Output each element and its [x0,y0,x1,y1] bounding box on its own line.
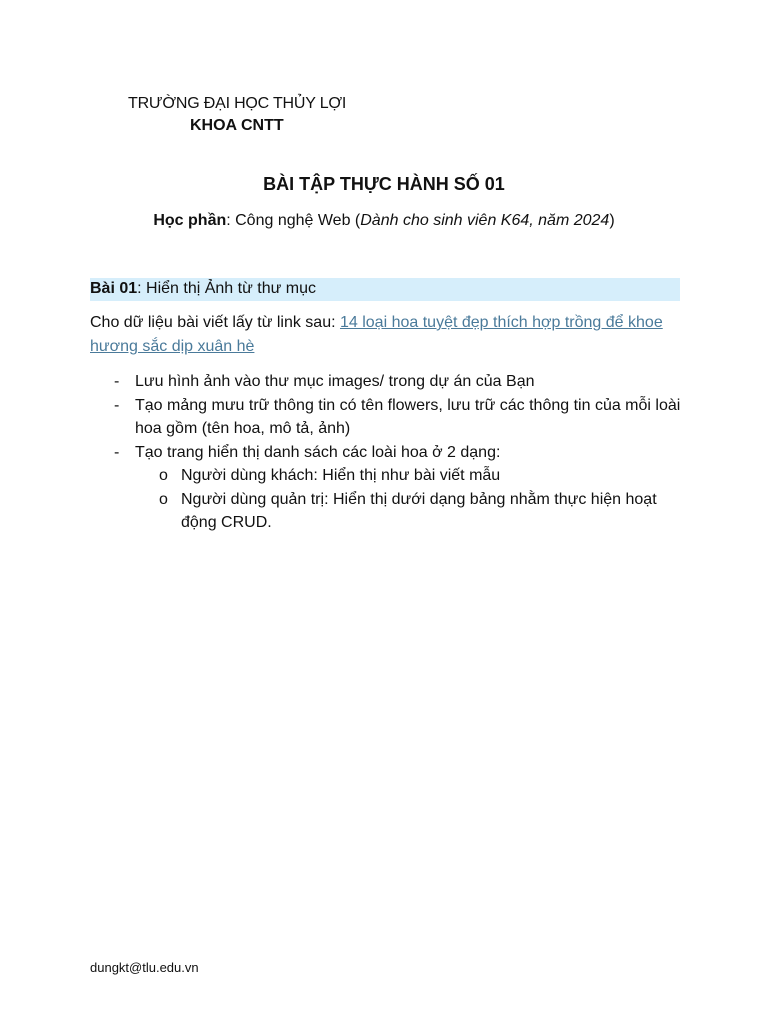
exercise-heading [90,278,316,300]
circle-bullet: o [159,467,168,484]
intro-paragraph [90,311,682,359]
list-item [90,370,682,394]
dash-bullet: - [114,443,120,461]
school-name: TRƯỜNG ĐẠI HỌC THỦY LỢI [128,95,347,112]
course-line [0,210,768,232]
list-item [135,464,682,488]
dash-bullet: - [114,373,120,390]
course-note: Dành cho sinh viên K64, năm 2024 [360,212,610,229]
subtask-list [135,464,682,535]
task-text: Lưu hình ảnh vào thư mục images/ trong dự án của Bạn [135,373,535,390]
course-label: Học phần [153,212,227,229]
task-list [90,370,682,535]
article-link[interactable]: 14 loại hoa tuyệt đẹp thích hợp trồng để khoe hương sắc dịp xuân hè [90,314,663,355]
circle-bullet: o [159,490,168,508]
document-title: BÀI TẬP THỰC HÀNH SỐ 01 [263,174,505,194]
exercise-number: Bài 01 [90,280,138,297]
list-item [135,488,682,535]
task-text: Tạo mảng mưu trữ thông tin có tên flowers, lưu trữ các thông tin của mỗi loài hoa gồm (tên hoa, mô tả, ảnh) [135,396,681,437]
dash-bullet: - [114,396,120,414]
footer-email: dungkt@tlu.edu.vn [90,960,199,975]
list-item [90,441,682,535]
task-text: Tạo trang hiển thị danh sách các loài hoa ở 2 dạng: [135,443,501,461]
intro-text: Cho dữ liệu bài viết lấy từ link sau: [90,314,340,331]
subtask-text: Người dùng khách: Hiển thị như bài viết mẫu [181,467,501,484]
exercise-title: : Hiển thị Ảnh từ thư mục [137,280,316,297]
faculty-name: KHOA CNTT [190,117,284,134]
course-colon: : [226,212,236,229]
subtask-text: Người dùng quản trị: Hiển thị dưới dạng bảng nhằm thực hiện hoạt động CRUD. [181,490,657,531]
course-name: Công nghệ Web ( [235,212,361,229]
course-close: ) [609,212,615,229]
list-item [90,394,682,441]
